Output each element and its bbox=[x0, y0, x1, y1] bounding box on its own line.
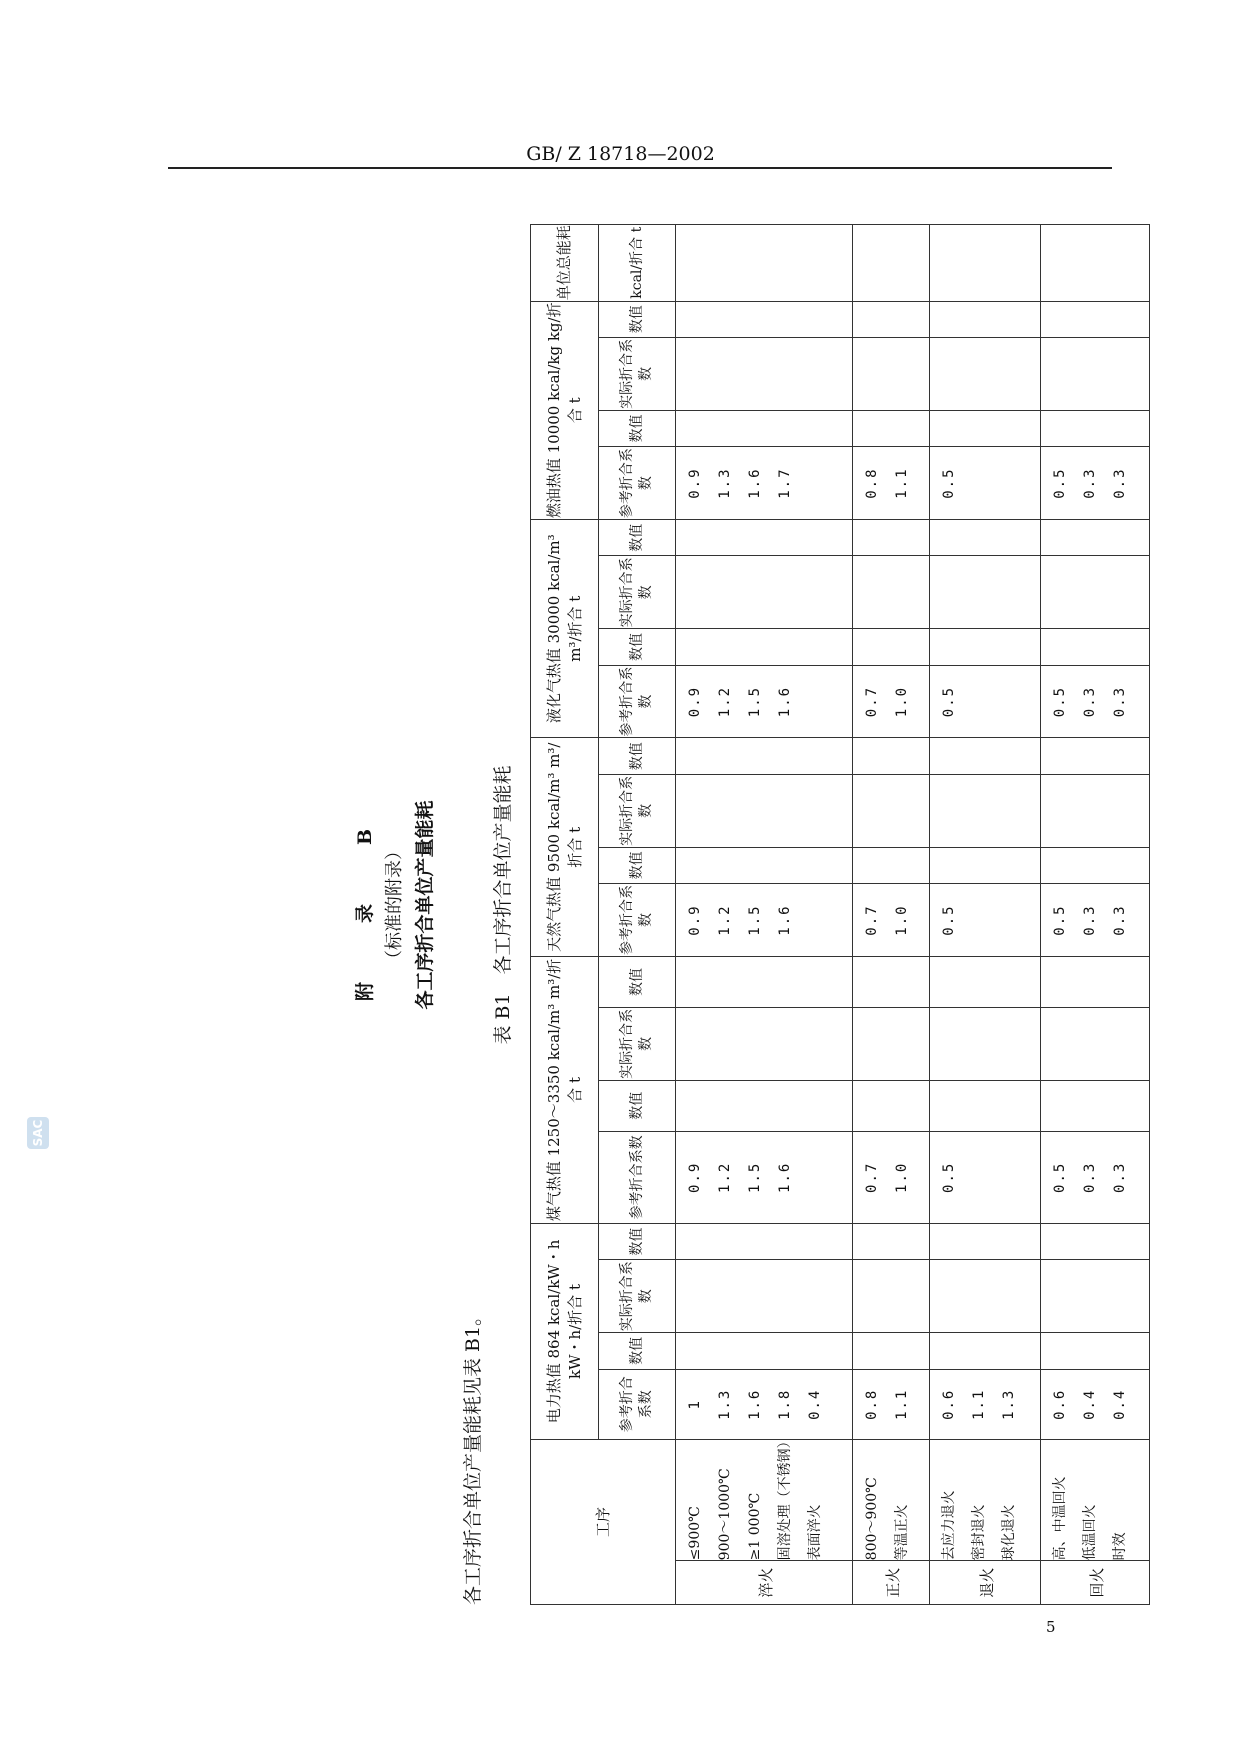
sac-watermark-logo: SAC bbox=[27, 1117, 49, 1149]
process-items bbox=[852, 1439, 929, 1560]
empty-input-cell bbox=[676, 1223, 853, 1259]
empty-input-cell bbox=[676, 1260, 853, 1333]
empty-input-cell bbox=[676, 1007, 853, 1080]
total-unit-header: kcal/折合 t bbox=[599, 225, 676, 302]
ref-coef-cell-gas bbox=[930, 1131, 1041, 1223]
ref-coef-value: 0.3 bbox=[1112, 685, 1129, 718]
empty-input-cell bbox=[1041, 956, 1150, 1007]
empty-input-cell bbox=[676, 520, 853, 556]
appendix-subtitle: （标准的附录） bbox=[384, 842, 405, 968]
ref-coef-value: 1.1 bbox=[893, 467, 910, 499]
page-number: 5 bbox=[1046, 1618, 1056, 1636]
empty-input-cell bbox=[676, 1333, 853, 1369]
appendix-title: 附 录 B bbox=[354, 808, 376, 1002]
empty-input-cell bbox=[676, 1080, 853, 1131]
ref-coef-value: 0.9 bbox=[687, 1161, 704, 1193]
value-header: 数值 bbox=[599, 520, 676, 556]
ref-coef-value: 0.4 bbox=[1112, 1388, 1129, 1420]
ref-coef-value: 1.1 bbox=[893, 1388, 910, 1420]
empty-input-cell bbox=[852, 410, 929, 446]
empty-input-cell bbox=[930, 556, 1041, 629]
empty-input-cell bbox=[930, 520, 1041, 556]
ref-coef-value: 0.5 bbox=[1052, 467, 1069, 499]
empty-input-cell bbox=[930, 410, 1041, 446]
empty-input-cell bbox=[930, 337, 1041, 410]
empty-input-cell bbox=[852, 301, 929, 337]
appendix-heading: 各工序折合单位产量能耗 bbox=[414, 800, 436, 1010]
document-header-code: GB/ Z 18718—2002 bbox=[526, 143, 715, 165]
empty-input-cell bbox=[1041, 629, 1150, 665]
process-item: 800～900℃ bbox=[863, 1477, 880, 1561]
ref-coef-value: 0.5 bbox=[1052, 1161, 1069, 1193]
empty-input-cell bbox=[852, 774, 929, 847]
ref-coef-value: 0.8 bbox=[863, 1388, 880, 1420]
actual-coef-header: 实际折合系数 bbox=[599, 337, 676, 410]
process-item: ≤900℃ bbox=[687, 1506, 704, 1561]
ref-coef-value: 1.6 bbox=[777, 904, 794, 936]
group-header-fuel-oil: 燃油热值 10000 kcal/kg kg/折合 t bbox=[531, 301, 599, 519]
ref-coef-value: 0.3 bbox=[1082, 685, 1099, 718]
ref-coef-value: 0.9 bbox=[687, 685, 704, 718]
group-header-natural-gas: 天然气热值 9500 kcal/m³ m³/折合 t bbox=[531, 738, 599, 956]
ref-coef-value: 0.3 bbox=[1112, 467, 1129, 499]
empty-input-cell bbox=[676, 301, 853, 337]
empty-input-cell bbox=[1041, 1260, 1150, 1333]
empty-input-cell bbox=[852, 956, 929, 1007]
ref-coef-value: 0.5 bbox=[941, 1161, 958, 1193]
empty-input-cell bbox=[930, 1333, 1041, 1369]
ref-coef-value: 0.3 bbox=[1082, 467, 1099, 499]
ref-coef-value: 0.3 bbox=[1082, 904, 1099, 936]
empty-input-cell bbox=[852, 1333, 929, 1369]
ref-coef-value: 1.6 bbox=[777, 1161, 794, 1193]
empty-input-cell bbox=[930, 1223, 1041, 1259]
ref-coef-value: 1.3 bbox=[717, 1388, 734, 1420]
ref-coef-value: 1 bbox=[687, 1399, 704, 1410]
ref-coef-cell-elec bbox=[852, 1369, 929, 1439]
ref-coef-value: 1.5 bbox=[747, 1161, 764, 1193]
group-header-lpg: 液化气热值 30000 kcal/m³ m³/折合 t bbox=[531, 520, 599, 738]
ref-coef-value: 0.3 bbox=[1082, 1161, 1099, 1193]
ref-coef-header: 参考折合系数 bbox=[599, 665, 676, 738]
value-header: 数值 bbox=[599, 738, 676, 774]
header-rule bbox=[168, 167, 1112, 169]
total-cell bbox=[1041, 225, 1150, 302]
empty-input-cell bbox=[852, 847, 929, 883]
table-caption: 表 B1 各工序折合单位产量能耗 bbox=[492, 765, 514, 1045]
empty-input-cell bbox=[1041, 1223, 1150, 1259]
ref-coef-cell-oil bbox=[676, 447, 853, 520]
process-header: 工序 bbox=[531, 1439, 676, 1604]
ref-coef-value: 0.5 bbox=[1052, 685, 1069, 718]
value-header: 数值 bbox=[599, 1333, 676, 1369]
value-header: 数值 bbox=[599, 956, 676, 1007]
empty-input-cell bbox=[1041, 520, 1150, 556]
empty-input-cell bbox=[930, 738, 1041, 774]
ref-coef-cell-gas bbox=[676, 1131, 853, 1223]
empty-input-cell bbox=[1041, 1007, 1150, 1080]
empty-input-cell bbox=[852, 1007, 929, 1080]
ref-coef-cell-ngas bbox=[1041, 884, 1150, 957]
ref-coef-value: 1.2 bbox=[717, 1161, 734, 1193]
ref-coef-cell-lpg bbox=[1041, 665, 1150, 738]
intro-paragraph: 各工序折合单位产量能耗见表 B1。 bbox=[462, 1306, 484, 1605]
rotated-page-content bbox=[340, 205, 1129, 1605]
ref-coef-value: 1.6 bbox=[777, 685, 794, 718]
empty-input-cell bbox=[930, 1080, 1041, 1131]
empty-input-cell bbox=[1041, 337, 1150, 410]
process-items bbox=[676, 1434, 853, 1561]
value-header: 数值 bbox=[599, 1080, 676, 1131]
empty-input-cell bbox=[1041, 556, 1150, 629]
ref-coef-value: 0.4 bbox=[1082, 1388, 1099, 1420]
empty-input-cell bbox=[930, 301, 1041, 337]
table-row bbox=[852, 225, 929, 1605]
process-item: 去应力退火 bbox=[941, 1490, 958, 1561]
ref-coef-value: 0.6 bbox=[1052, 1388, 1069, 1420]
process-item: 等温正火 bbox=[893, 1504, 910, 1561]
empty-input-cell bbox=[1041, 738, 1150, 774]
empty-input-cell bbox=[676, 774, 853, 847]
table-row bbox=[930, 225, 1041, 1605]
empty-input-cell bbox=[852, 1080, 929, 1131]
empty-input-cell bbox=[1041, 1080, 1150, 1131]
group-header-electric: 电力热值 864 kcal/kW・h kW・h/折合 t bbox=[531, 1223, 599, 1439]
ref-coef-cell-oil bbox=[852, 447, 929, 520]
table-row bbox=[1041, 225, 1150, 1605]
ref-coef-cell-lpg bbox=[852, 665, 929, 738]
process-group: 淬火 bbox=[676, 1561, 853, 1605]
empty-input-cell bbox=[852, 1260, 929, 1333]
ref-coef-value: 1.2 bbox=[717, 904, 734, 936]
ref-coef-value: 0.5 bbox=[1052, 904, 1069, 936]
actual-coef-header: 实际折合系数 bbox=[599, 1007, 676, 1080]
ref-coef-value: 1.0 bbox=[893, 1161, 910, 1193]
ref-coef-header: 参考折合系数 bbox=[599, 447, 676, 520]
ref-coef-value: 0.6 bbox=[941, 1388, 958, 1420]
process-item: 时效 bbox=[1112, 1532, 1129, 1561]
ref-coef-cell-oil bbox=[1041, 447, 1150, 520]
actual-coef-header: 实际折合系数 bbox=[599, 556, 676, 629]
empty-input-cell bbox=[676, 556, 853, 629]
total-cell bbox=[852, 225, 929, 302]
ref-coef-value: 1.5 bbox=[747, 904, 764, 936]
ref-coef-value: 1.8 bbox=[777, 1388, 794, 1420]
empty-input-cell bbox=[1041, 774, 1150, 847]
empty-input-cell bbox=[930, 956, 1041, 1007]
empty-input-cell bbox=[852, 337, 929, 410]
ref-coef-value: 0.9 bbox=[687, 467, 704, 499]
value-header: 数值 bbox=[599, 847, 676, 883]
total-header: 单位总能耗 bbox=[531, 225, 599, 302]
ref-coef-value: 1.5 bbox=[747, 685, 764, 718]
ref-coef-value: 1.0 bbox=[893, 904, 910, 936]
empty-input-cell bbox=[676, 337, 853, 410]
empty-input-cell bbox=[852, 1223, 929, 1259]
process-item: 表面淬火 bbox=[807, 1504, 824, 1561]
empty-input-cell bbox=[676, 629, 853, 665]
empty-input-cell bbox=[930, 774, 1041, 847]
process-item: 球化退火 bbox=[1001, 1504, 1018, 1561]
ref-coef-cell-lpg bbox=[676, 665, 853, 738]
ref-coef-cell-ngas bbox=[930, 884, 1041, 957]
table-row bbox=[676, 225, 853, 1605]
process-item: 高、中温回火 bbox=[1052, 1476, 1069, 1561]
ref-coef-value: 0.5 bbox=[941, 467, 958, 499]
ref-coef-value: 1.3 bbox=[717, 467, 734, 499]
empty-input-cell bbox=[1041, 1333, 1150, 1369]
empty-input-cell bbox=[930, 1260, 1041, 1333]
empty-input-cell bbox=[852, 520, 929, 556]
value-header: 数值 bbox=[599, 301, 676, 337]
value-header: 数值 bbox=[599, 410, 676, 446]
value-header: 数值 bbox=[599, 629, 676, 665]
empty-input-cell bbox=[676, 956, 853, 1007]
ref-coef-header: 参考折合系数 bbox=[599, 884, 676, 957]
ref-coef-cell-elec bbox=[676, 1369, 853, 1439]
ref-coef-cell-oil bbox=[930, 447, 1041, 520]
process-items bbox=[1041, 1439, 1150, 1560]
ref-coef-cell-gas bbox=[1041, 1131, 1150, 1223]
process-item: 900～1000℃ bbox=[717, 1468, 734, 1561]
ref-coef-value: 0.8 bbox=[863, 467, 880, 499]
empty-input-cell bbox=[852, 629, 929, 665]
process-group: 退火 bbox=[930, 1561, 1041, 1605]
ref-coef-value: 1.6 bbox=[747, 467, 764, 499]
process-item: ≥1 000℃ bbox=[747, 1492, 764, 1561]
ref-coef-value: 1.6 bbox=[747, 1388, 764, 1420]
total-cell bbox=[930, 225, 1041, 302]
ref-coef-value: 0.5 bbox=[941, 685, 958, 718]
process-item: 密封退火 bbox=[971, 1504, 988, 1561]
ref-coef-value: 0.4 bbox=[807, 1388, 824, 1420]
energy-table bbox=[530, 224, 1150, 1605]
ref-coef-value: 0.3 bbox=[1112, 904, 1129, 936]
ref-coef-value: 0.7 bbox=[863, 685, 880, 718]
total-cell bbox=[676, 225, 853, 302]
ref-coef-header: 参考折合系数 bbox=[599, 1369, 676, 1439]
ref-coef-value: 0.5 bbox=[941, 904, 958, 936]
process-group: 正火 bbox=[852, 1561, 929, 1605]
ref-coef-cell-ngas bbox=[676, 884, 853, 957]
empty-input-cell bbox=[852, 738, 929, 774]
ref-coef-value: 0.7 bbox=[863, 904, 880, 936]
empty-input-cell bbox=[930, 1007, 1041, 1080]
value-header: 数值 bbox=[599, 1223, 676, 1259]
ref-coef-value: 1.7 bbox=[777, 467, 794, 499]
process-item: 固溶处理（不锈钢） bbox=[777, 1434, 794, 1561]
empty-input-cell bbox=[676, 410, 853, 446]
empty-input-cell bbox=[930, 629, 1041, 665]
ref-coef-value: 1.0 bbox=[893, 685, 910, 718]
ref-coef-value: 0.3 bbox=[1112, 1161, 1129, 1193]
ref-coef-cell-elec bbox=[930, 1369, 1041, 1439]
empty-input-cell bbox=[852, 556, 929, 629]
ref-coef-cell-ngas bbox=[852, 884, 929, 957]
ref-coef-value: 0.7 bbox=[863, 1161, 880, 1193]
process-items bbox=[930, 1439, 1041, 1560]
ref-coef-cell-gas bbox=[852, 1131, 929, 1223]
ref-coef-value: 0.9 bbox=[687, 904, 704, 936]
empty-input-cell bbox=[930, 847, 1041, 883]
ref-coef-value: 1.1 bbox=[971, 1388, 988, 1420]
process-group: 回火 bbox=[1041, 1561, 1150, 1605]
process-item: 低温回火 bbox=[1082, 1504, 1099, 1561]
ref-coef-value: 1.3 bbox=[1001, 1388, 1018, 1420]
empty-input-cell bbox=[1041, 847, 1150, 883]
empty-input-cell bbox=[676, 738, 853, 774]
ref-coef-header: 参考折合系数 bbox=[599, 1131, 676, 1223]
actual-coef-header: 实际折合系数 bbox=[599, 774, 676, 847]
ref-coef-value: 1.2 bbox=[717, 685, 734, 718]
ref-coef-cell-lpg bbox=[930, 665, 1041, 738]
empty-input-cell bbox=[676, 847, 853, 883]
empty-input-cell bbox=[1041, 301, 1150, 337]
ref-coef-cell-elec bbox=[1041, 1369, 1150, 1439]
actual-coef-header: 实际折合系数 bbox=[599, 1260, 676, 1333]
empty-input-cell bbox=[1041, 410, 1150, 446]
group-header-coal-gas: 煤气热值 1250～3350 kcal/m³ m³/折合 t bbox=[531, 956, 599, 1223]
